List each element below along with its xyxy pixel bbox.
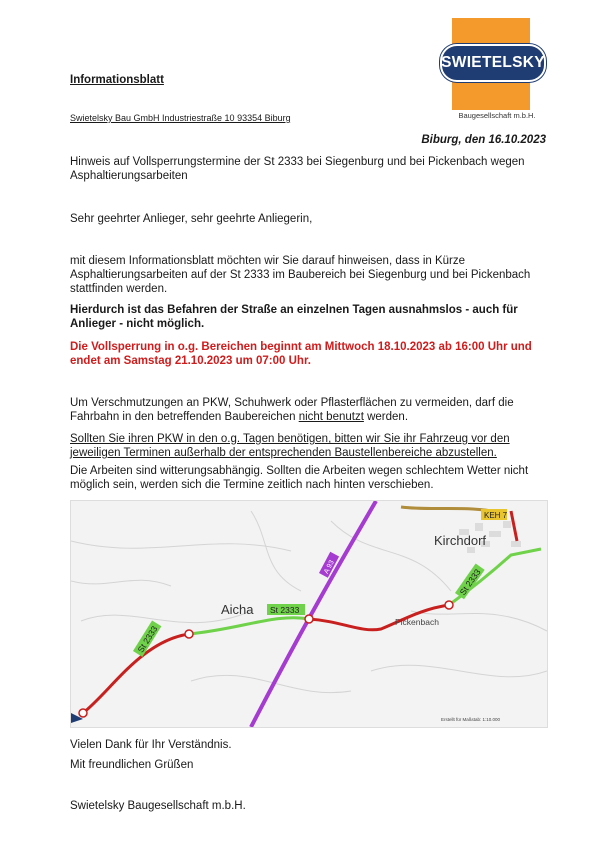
closure-marker bbox=[445, 601, 453, 609]
place-aicha: Aicha bbox=[221, 602, 254, 617]
logo-text: SWIETELSKY bbox=[441, 54, 545, 71]
place-pickenbach: Pickenbach bbox=[395, 617, 439, 627]
salutation: Sehr geehrter Anlieger, sehr geehrte Anliegerin, bbox=[70, 213, 313, 225]
closure-marker bbox=[185, 630, 193, 638]
company-logo bbox=[440, 44, 546, 82]
signature: Swietelsky Baugesellschaft m.b.H. bbox=[70, 800, 246, 812]
parking-paragraph: Sollten Sie ihren PKW in den o.g. Tagen benötigen, bitten wir Sie ihr Fahrzeug vor den jeweiligen Terminen außerhalb der entsprechenden Baustellenbereiche abzustellen. bbox=[70, 433, 510, 459]
sender-line: Swietelsky Bau GmbH Industriestraße 10 93354 Biburg bbox=[70, 113, 291, 123]
usage-underlined: nicht benutzt bbox=[298, 411, 364, 423]
closure-dates: Die Vollsperrung in o.g. Bereichen beginnt am Mittwoch 18.10.2023 ab 16:00 Uhr und endet am Samstag 21.10.2023 um 07:00 Uhr. bbox=[70, 341, 532, 367]
intro-paragraph: mit diesem Informationsblatt möchten wir Sie darauf hinweisen, dass in Kürze Asphaltierungsarbeiten auf der St 2333 im Baubereich bei Siegenburg und bei Pickenbach stattfinden werden. bbox=[70, 255, 531, 295]
a93-label: A 93 bbox=[323, 559, 336, 576]
weather-paragraph: Die Arbeiten sind witterungsabhängig. Sollten die Arbeiten wegen schlechtem Wetter nicht möglich sein, werden sich die Termine zeitlich nach hinten verschieben. bbox=[70, 465, 529, 491]
closure-west bbox=[83, 634, 189, 713]
road-label: St 2333 bbox=[270, 605, 300, 615]
usage-text: Um Verschmutzungen an PKW, Schuhwerk oder Pflasterflächen zu vermeiden, darf die Fahrbahn in den betreffenden Baubereichen bbox=[70, 397, 514, 423]
usage-paragraph bbox=[70, 396, 540, 424]
usage-text-end: werden. bbox=[363, 411, 409, 423]
date-line: Biburg, den 16.10.2023 bbox=[421, 134, 546, 146]
subject-line: Hinweis auf Vollsperrungstermine der St 2333 bei Siegenburg und bei Pickenbach wegen Asphaltierungsarbeiten bbox=[70, 156, 525, 182]
closing-regards: Mit freundlichen Grüßen bbox=[70, 759, 194, 771]
map-credit: Erstellt für Maßstab: 1:10.000 bbox=[441, 717, 501, 722]
closure-north bbox=[511, 511, 517, 541]
document-title: Informationsblatt bbox=[70, 74, 164, 86]
map-svg bbox=[71, 501, 547, 727]
road-label: St 2333 bbox=[135, 624, 160, 655]
closure-marker bbox=[305, 615, 313, 623]
closure-marker bbox=[79, 709, 87, 717]
closure-notice: Hierdurch ist das Befahren der Straße an einzelnen Tagen ausnahmslos - auch für Anlieger - nicht möglich. bbox=[70, 304, 518, 330]
place-kirchdorf: Kirchdorf bbox=[434, 533, 487, 548]
road-green-west bbox=[189, 618, 309, 634]
logo-subtitle: Baugesellschaft m.b.H. bbox=[458, 111, 536, 120]
keh-label: KEH 7 bbox=[484, 511, 508, 520]
road-label: St 2333 bbox=[457, 567, 483, 597]
site-map bbox=[70, 500, 548, 728]
closing-thanks: Vielen Dank für Ihr Verständnis. bbox=[70, 739, 232, 751]
